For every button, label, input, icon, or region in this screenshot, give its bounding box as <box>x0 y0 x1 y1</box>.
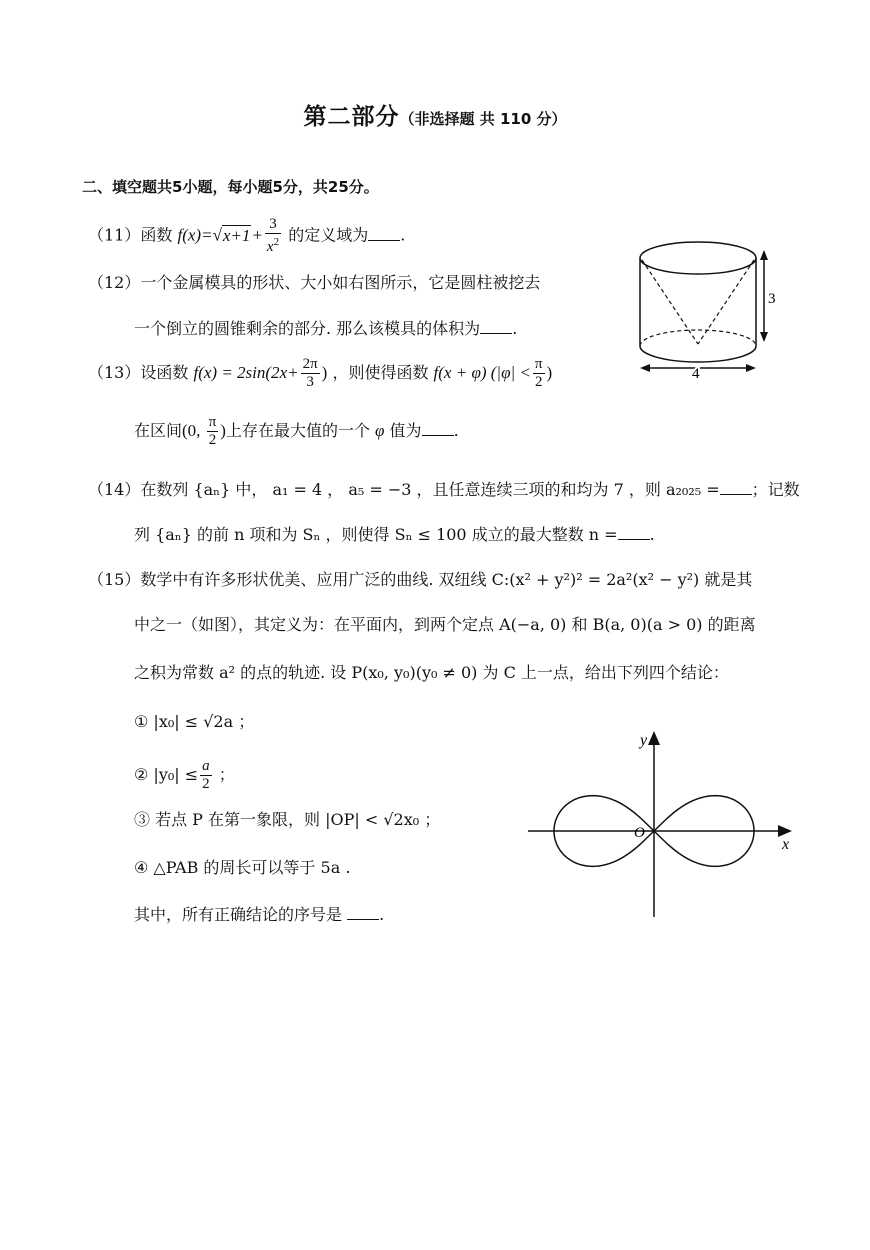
q12-line2: 一个倒立的圆锥剩余的部分. 那么该模具的体积为 <box>134 319 481 338</box>
question-15-line1 <box>88 569 752 591</box>
question-12-line1 <box>88 272 540 294</box>
q13-text-a: 设函数 <box>140 363 189 382</box>
q15-c2-a: ② |y₀| ≤ <box>134 765 199 784</box>
question-13-line1: （13）设函数 f(x) = 2sin(2x+ $\frac{2\pi}{3}$ ) ，则使得函数 f(x + φ) (|φ| < $\frac{\pi}{2}$ ) <box>88 356 553 390</box>
q13-end: . <box>453 421 459 440</box>
q15-final-text: 其中，所有正确结论的序号是 <box>134 905 343 924</box>
q14-end: . <box>649 525 655 544</box>
q13-line2-c: 值为 <box>389 421 422 440</box>
height-arrow-head-top <box>760 250 768 260</box>
q13-interval-frac: $\frac{\pi}{2}$ <box>208 414 217 448</box>
height-arrow-head-bottom <box>760 332 768 342</box>
q11-text-b: 的定义域为 <box>288 225 369 245</box>
q13-line2-a: 在区间 <box>134 421 183 440</box>
q11-end: . <box>400 225 406 245</box>
q14-answer-blank-1[interactable] <box>720 480 752 495</box>
page-title <box>0 98 870 131</box>
q13-frac-pi2: $\frac{\pi}{2}$ <box>534 356 543 390</box>
q15-conclusion-2 <box>134 758 235 793</box>
q12-answer-blank[interactable] <box>480 319 512 334</box>
q15-conclusion-4: ④ △PAB 的周长可以等于 5a . <box>134 858 351 877</box>
q14-number: （14） <box>88 480 141 499</box>
cylinder-bottom-front <box>640 346 756 362</box>
section-heading: 二、填空题共5小题，每小题5分，共25分。 <box>82 178 379 196</box>
q13-expr2: f(x + φ) (|φ| < <box>433 363 531 382</box>
q13-text-b: ，则使得函数 <box>332 363 429 382</box>
y-axis-label: y <box>640 732 648 749</box>
q11-fraction: $\frac{3}{x^2}$ <box>266 216 280 255</box>
question-15-line3: 之积为常数 a² 的点的轨迹. 设 P(x₀, y₀)(y₀ ≠ 0) 为 C 上一点，给出下列四个结论： <box>134 663 729 682</box>
q15-conclusion-1: ① |x₀| ≤ √2a ； <box>134 712 255 731</box>
q11-text-a: 函数 <box>140 225 173 245</box>
y-axis-arrow <box>648 731 660 745</box>
q12-end: . <box>512 319 518 338</box>
q14-answer-blank-2[interactable] <box>618 525 650 540</box>
lemniscate-figure <box>520 725 800 925</box>
q12-number: （12） <box>88 273 141 292</box>
q13-frac-2pi3: $\frac{2\pi}{3}$ <box>302 356 318 390</box>
title-main: 第二部分 <box>303 104 400 130</box>
q13-answer-blank[interactable] <box>422 421 454 436</box>
x-axis-label: x <box>782 836 790 853</box>
q15-end: . <box>379 905 385 924</box>
q15-line1: 数学中有许多形状优美、应用广泛的曲线. 双纽线 C:(x² + y²)² = 2a²(x² − y²) 就是其 <box>140 570 753 589</box>
question-12-line2 <box>134 318 517 340</box>
q11-number: （11） <box>88 225 141 245</box>
title-subtitle: （非选择题 共 110 分） <box>399 110 567 128</box>
q13-number: （13） <box>88 363 141 382</box>
cylinder-top-ellipse <box>640 242 756 274</box>
q15-answer-blank[interactable] <box>347 905 379 920</box>
q13-expr1: f(x) = 2sin(2x+ <box>193 363 299 382</box>
q14-line1-end: ；记数 <box>751 480 800 499</box>
question-11 <box>88 216 405 256</box>
q12-line1: 一个金属模具的形状、大小如右图所示，它是圆柱被挖去 <box>140 273 541 292</box>
width-arrow-head-right <box>746 364 756 372</box>
q14-line1: 在数列 {aₙ} 中， a₁ = 4 ， a₅ = −3 ，且任意连续三项的和均为 7 ，则 a₂₀₂₅ = <box>140 480 720 499</box>
width-arrow-head-left <box>640 364 650 372</box>
q11-expression: f(x)=√x+1+ <box>177 225 263 245</box>
question-15-line2: 中之一（如图），其定义为：在平面内，到两个定点 A(−a, 0) 和 B(a, 0)(a > 0) 的距离 <box>134 615 756 634</box>
origin-label: O <box>634 825 645 841</box>
q15-conclusion-3: ③ 若点 P 在第一象限，则 |OP| < √2x₀ ； <box>134 810 441 829</box>
q15-number: （15） <box>88 570 141 589</box>
question-13-line2: 在区间(0, $\frac{\pi}{2}$ )上存在最大值的一个 φ 值为 . <box>134 414 459 448</box>
q15-c2-frac: $\frac{a}{2}$ <box>202 758 210 792</box>
question-14-line1 <box>88 479 800 501</box>
q13-line2-b: 上存在最大值的一个 <box>225 421 370 440</box>
height-label: 3 <box>768 291 776 307</box>
question-14-line2 <box>134 524 655 546</box>
q11-answer-blank[interactable] <box>368 226 400 241</box>
width-label: 4 <box>692 366 700 382</box>
q15-c2-b: ； <box>213 765 235 784</box>
q14-line2: 列 {aₙ} 的前 n 项和为 Sₙ ，则使得 Sₙ ≤ 100 成立的最大整数 n = <box>134 525 618 544</box>
q13-interval: (0, <box>182 421 205 440</box>
q13-phi: φ <box>375 421 385 440</box>
cylinder-figure <box>630 228 780 388</box>
q15-final <box>134 904 384 926</box>
